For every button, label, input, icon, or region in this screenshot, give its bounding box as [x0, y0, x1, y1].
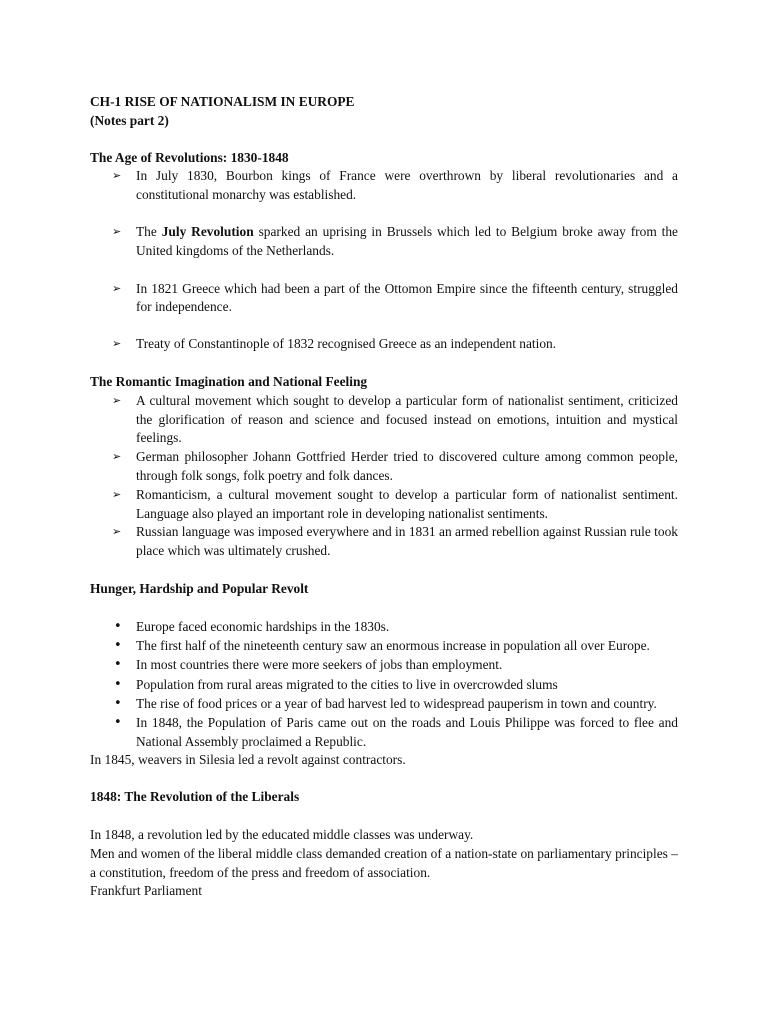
arrow-bullet-icon: ➢: [112, 281, 122, 295]
round-bullet-icon: •: [114, 677, 122, 693]
list-item: [90, 448, 678, 486]
age-of-revolutions-list: [90, 167, 678, 354]
page-subtitle: (Notes part 2): [90, 112, 169, 128]
list-item-text-post: sparked an uprising in Brussels which led to Belgium broke away from the United kingdoms of the Netherlands.: [136, 223, 678, 258]
arrow-bullet-icon: ➢: [112, 169, 122, 183]
list-item: [90, 280, 678, 318]
document-content: [90, 93, 678, 901]
round-bullet-icon: •: [114, 618, 122, 634]
page-title: CH-1 RISE OF NATIONALISM IN EUROPE: [90, 94, 355, 109]
list-item: [90, 618, 678, 637]
list-item: [90, 637, 678, 656]
list-item-text: Population from rural areas migrated to the cities to live in overcrowded slums: [136, 677, 558, 693]
list-item: [90, 335, 678, 354]
section-heading-romantic-imagination: The Romantic Imagination and National Feeling: [90, 373, 368, 389]
list-item-text: In 1848, the Population of Paris came out on the roads and Louis Philippe was forced to flee and National Assembly proclaimed a Republic.: [136, 714, 678, 749]
list-item: [90, 714, 678, 752]
round-bullet-icon: •: [114, 637, 122, 653]
list-item: [90, 523, 678, 561]
list-item: [90, 695, 678, 714]
list-item-text: In 1821 Greece which had been a part of the Ottomon Empire since the fifteenth century, struggled for independence.: [136, 280, 678, 315]
list-item-text-pre: The: [136, 223, 162, 239]
arrow-bullet-icon: ➢: [112, 487, 122, 501]
list-item: [90, 392, 678, 448]
arrow-bullet-icon: ➢: [112, 393, 122, 407]
section-heading-age-of-revolutions: The Age of Revolutions: 1830-1848: [90, 149, 289, 165]
list-item: [90, 167, 678, 205]
section-note: In 1845, weavers in Silesia led a revolt against contractors.: [90, 752, 406, 768]
round-bullet-icon: •: [114, 714, 122, 730]
list-item-text: Europe faced economic hardships in the 1830s.: [136, 618, 390, 634]
list-item: [90, 656, 678, 675]
arrow-bullet-icon: ➢: [112, 450, 122, 464]
arrow-bullet-icon: ➢: [112, 224, 122, 238]
list-item-text: A cultural movement which sought to develop a particular form of nationalist sentiment, criticized the glorification of reason and science and focused instead on emotions, intuition and mystical feelings.: [136, 392, 678, 446]
round-bullet-icon: •: [114, 695, 122, 711]
list-item-text: The first half of the nineteenth century saw an enormous increase in population all over Europe.: [136, 637, 650, 653]
list-item-text: Romanticism, a cultural movement sought to develop a particular form of nationalist sentiment. Language also played an important role in developing nationalist sentiments.: [136, 486, 678, 521]
list-item-text: The rise of food prices or a year of bad harvest led to widespread pauperism in town and country.: [136, 695, 657, 711]
list-item-text: In July 1830, Bourbon kings of France were overthrown by liberal revolutionaries and a constitutional monarchy was established.: [136, 168, 678, 203]
list-item-text: In most countries there were more seekers of jobs than employment.: [136, 657, 503, 673]
paragraph: In 1848, a revolution led by the educated middle classes was underway.: [90, 826, 474, 842]
list-item-text-bold: July Revolution: [161, 223, 254, 239]
list-item: [90, 223, 678, 261]
hunger-hardship-list: [90, 618, 678, 752]
arrow-bullet-icon: ➢: [112, 337, 122, 351]
list-item-text: Russian language was imposed everywhere and in 1831 an armed rebellion against Russian rule took place which was ultimately crushed.: [136, 524, 678, 559]
paragraph: Men and women of the liberal middle class demanded creation of a nation-state on parliamentary principles – a constitution, freedom of the press and freedom of association.: [90, 845, 678, 880]
list-item: [90, 676, 678, 695]
section-heading-hunger-hardship: Hunger, Hardship and Popular Revolt: [90, 580, 309, 596]
section-heading-revolution-of-liberals: 1848: The Revolution of the Liberals: [90, 789, 300, 805]
round-bullet-icon: •: [114, 657, 122, 673]
paragraph: Frankfurt Parliament: [90, 883, 202, 899]
list-item: [90, 486, 678, 524]
list-item-text: German philosopher Johann Gottfried Herder tried to discovered culture among common people, through folk songs, folk poetry and folk dances.: [136, 449, 678, 483]
list-item-text: Treaty of Constantinople of 1832 recognised Greece as an independent nation.: [136, 336, 557, 352]
romantic-imagination-list: [90, 392, 678, 561]
arrow-bullet-icon: ➢: [112, 525, 122, 539]
